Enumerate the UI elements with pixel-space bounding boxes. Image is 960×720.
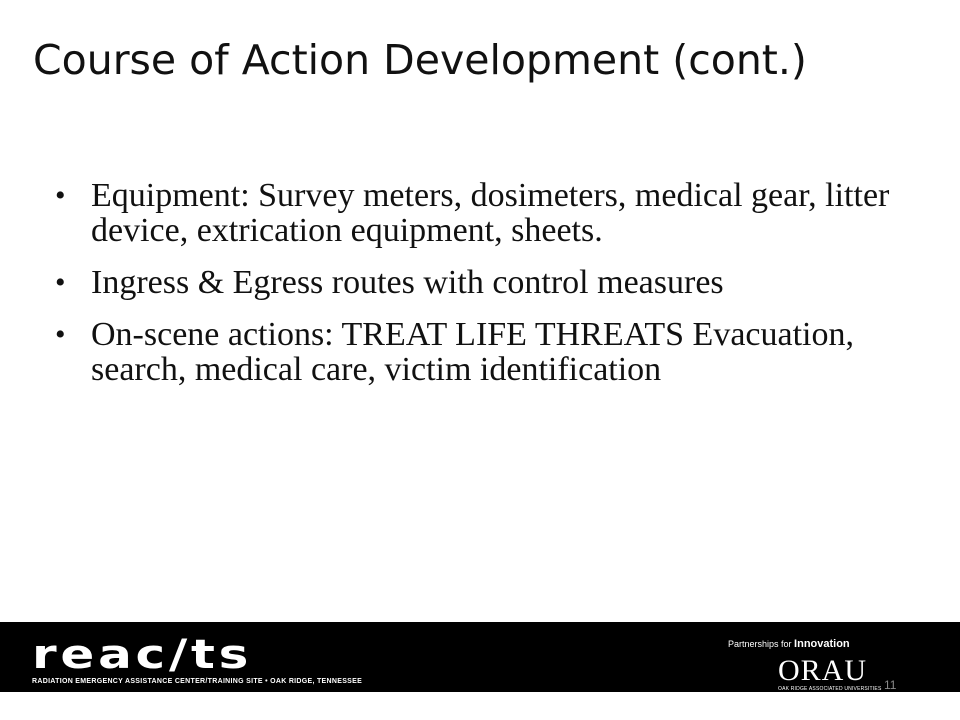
reacts-tagline: RADIATION EMERGENCY ASSISTANCE CENTER/TRAINING SITE • OAK RIDGE, TENNESSEE [32, 678, 363, 685]
orau-wordmark: ORAU [778, 654, 868, 687]
bullet-text: Equipment: Survey meters, dosimeters, medical gear, litter device, extrication equipment, sheets. [91, 177, 890, 249]
bullet-marker: • [55, 318, 66, 351]
orau-logo [728, 638, 898, 692]
orau-tagline-prefix: Partnerships for [728, 639, 792, 649]
bullet-text: Ingress & Egress routes with control measures [91, 264, 724, 301]
orau-tagline-emphasis: Innovation [794, 638, 850, 650]
footer-band [0, 622, 960, 692]
bullet-text: On-scene actions: TREAT LIFE THREATS Evacuation, search, medical care, victim identification [91, 316, 854, 388]
reacts-wordmark: reac/ts [32, 632, 253, 678]
slide-number: 11 [884, 678, 897, 692]
bullet-marker: • [55, 179, 66, 212]
bullet-item [55, 265, 935, 300]
bullet-list [55, 178, 935, 404]
slide-title: Course of Action Development (cont.) [33, 36, 807, 84]
orau-subtitle: OAK RIDGE ASSOCIATED UNIVERSITIES [778, 686, 882, 692]
bullet-marker: • [55, 266, 66, 299]
bullet-item [55, 317, 935, 387]
orau-tagline [728, 638, 898, 650]
bullet-item [55, 178, 935, 248]
reacts-logo [32, 632, 363, 685]
